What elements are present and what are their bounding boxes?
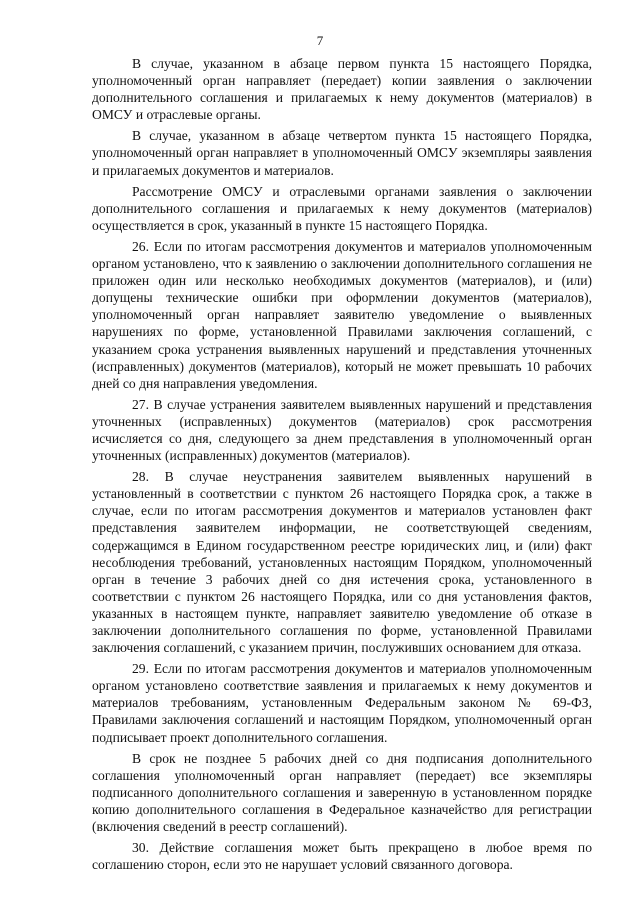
paragraph-clause-30: 30. Действие соглашения может быть прекращено в любое время по соглашению сторон, если это не нарушает условий связанного договора. bbox=[92, 840, 592, 873]
paragraph-copies-to-omsu: В случае, указанном в абзаце первом пункта 15 настоящего Порядка, уполномоченный орган направляет (передает) копии заявления о заключении дополнительного соглашения и прилагаемых к нему документов (материалов) в ОМСУ и отраслевые органы. bbox=[92, 56, 592, 123]
paragraph-registration-term: В срок не позднее 5 рабочих дней со дня подписания дополнительного соглашения уполномоченный орган направляет (передает) все экземпляры подписанного дополнительного соглашения и заверенную в установленном порядке копию дополнительного соглашения в Федеральное казначейство для регистрации (включения сведений в реестр соглашений). bbox=[92, 750, 592, 835]
document-body bbox=[92, 55, 592, 877]
paragraph-copies-to-authorized-omsu: В случае, указанном в абзаце четвертом пункта 15 настоящего Порядка, уполномоченный орган направляет в уполномоченный ОМСУ экземпляры заявления и прилагаемых документов и материалов. bbox=[92, 128, 592, 178]
paragraph-review-term: Рассмотрение ОМСУ и отраслевыми органами заявления о заключении дополнительного соглашения и прилагаемых к нему документов (материалов) осуществляется в срок, указанный в пункте 15 настоящего Порядка. bbox=[92, 183, 592, 233]
paragraph-clause-28: 28. В случае неустранения заявителем выявленных нарушений в установленный в соответствии с пунктом 26 настоящего Порядка срок, а также в случае, если по итогам рассмотрения документов и материалов установлен факт представления заявителем информации, не соответствующей сведениям, содержащимся в Едином государственном реестре юридических лиц, и (или) факт несоблюдения требований, установленных настоящим Порядком, уполномоченный орган в течение 3 рабочих дней со дня истечения срока, установленного в соответствии с пунктом 26 настоящего Порядка, или со дня установления фактов, указанных в настоящем пункте, направляет заявителю уведомление об отказе в заключении дополнительного соглашения по форме, установленной Правилами заключения соглашений, с указанием причин, послуживших основанием для отказа. bbox=[92, 469, 592, 656]
paragraph-clause-26: 26. Если по итогам рассмотрения документов и материалов уполномоченным органом установлено, что к заявлению о заключении дополнительного соглашения не приложен один или несколько необходимых документов (материалов), и (или) допущены технические ошибки при оформлении документов (материалов), уполномоченный орган направляет заявителю уведомление о выявленных нарушениях по форме, установленной Правилами заключения соглашений, с указанием срока устранения выявленных нарушений и представления уточненных (исправленных) документов (материалов), который не может превышать 10 рабочих дней со дня направления уведомления. bbox=[92, 238, 592, 391]
page-number: 7 bbox=[316, 33, 324, 48]
paragraph-clause-29: 29. Если по итогам рассмотрения документов и материалов уполномоченным органом установлено соответствие заявления и прилагаемых к нему документов и материалов требованиям, установленным Федеральным законом № 69-ФЗ, Правилами заключения соглашений и настоящим Порядком, уполномоченный орган подписывает проект дополнительного соглашения. bbox=[92, 661, 592, 745]
paragraph-clause-27: 27. В случае устранения заявителем выявленных нарушений и представления уточненных (исправленных) документов (материалов) срок рассмотрения исчисляется со дня, следующего за днем представления в уполномоченный орган уточненных (исправленных) документов (материалов). bbox=[92, 396, 592, 464]
